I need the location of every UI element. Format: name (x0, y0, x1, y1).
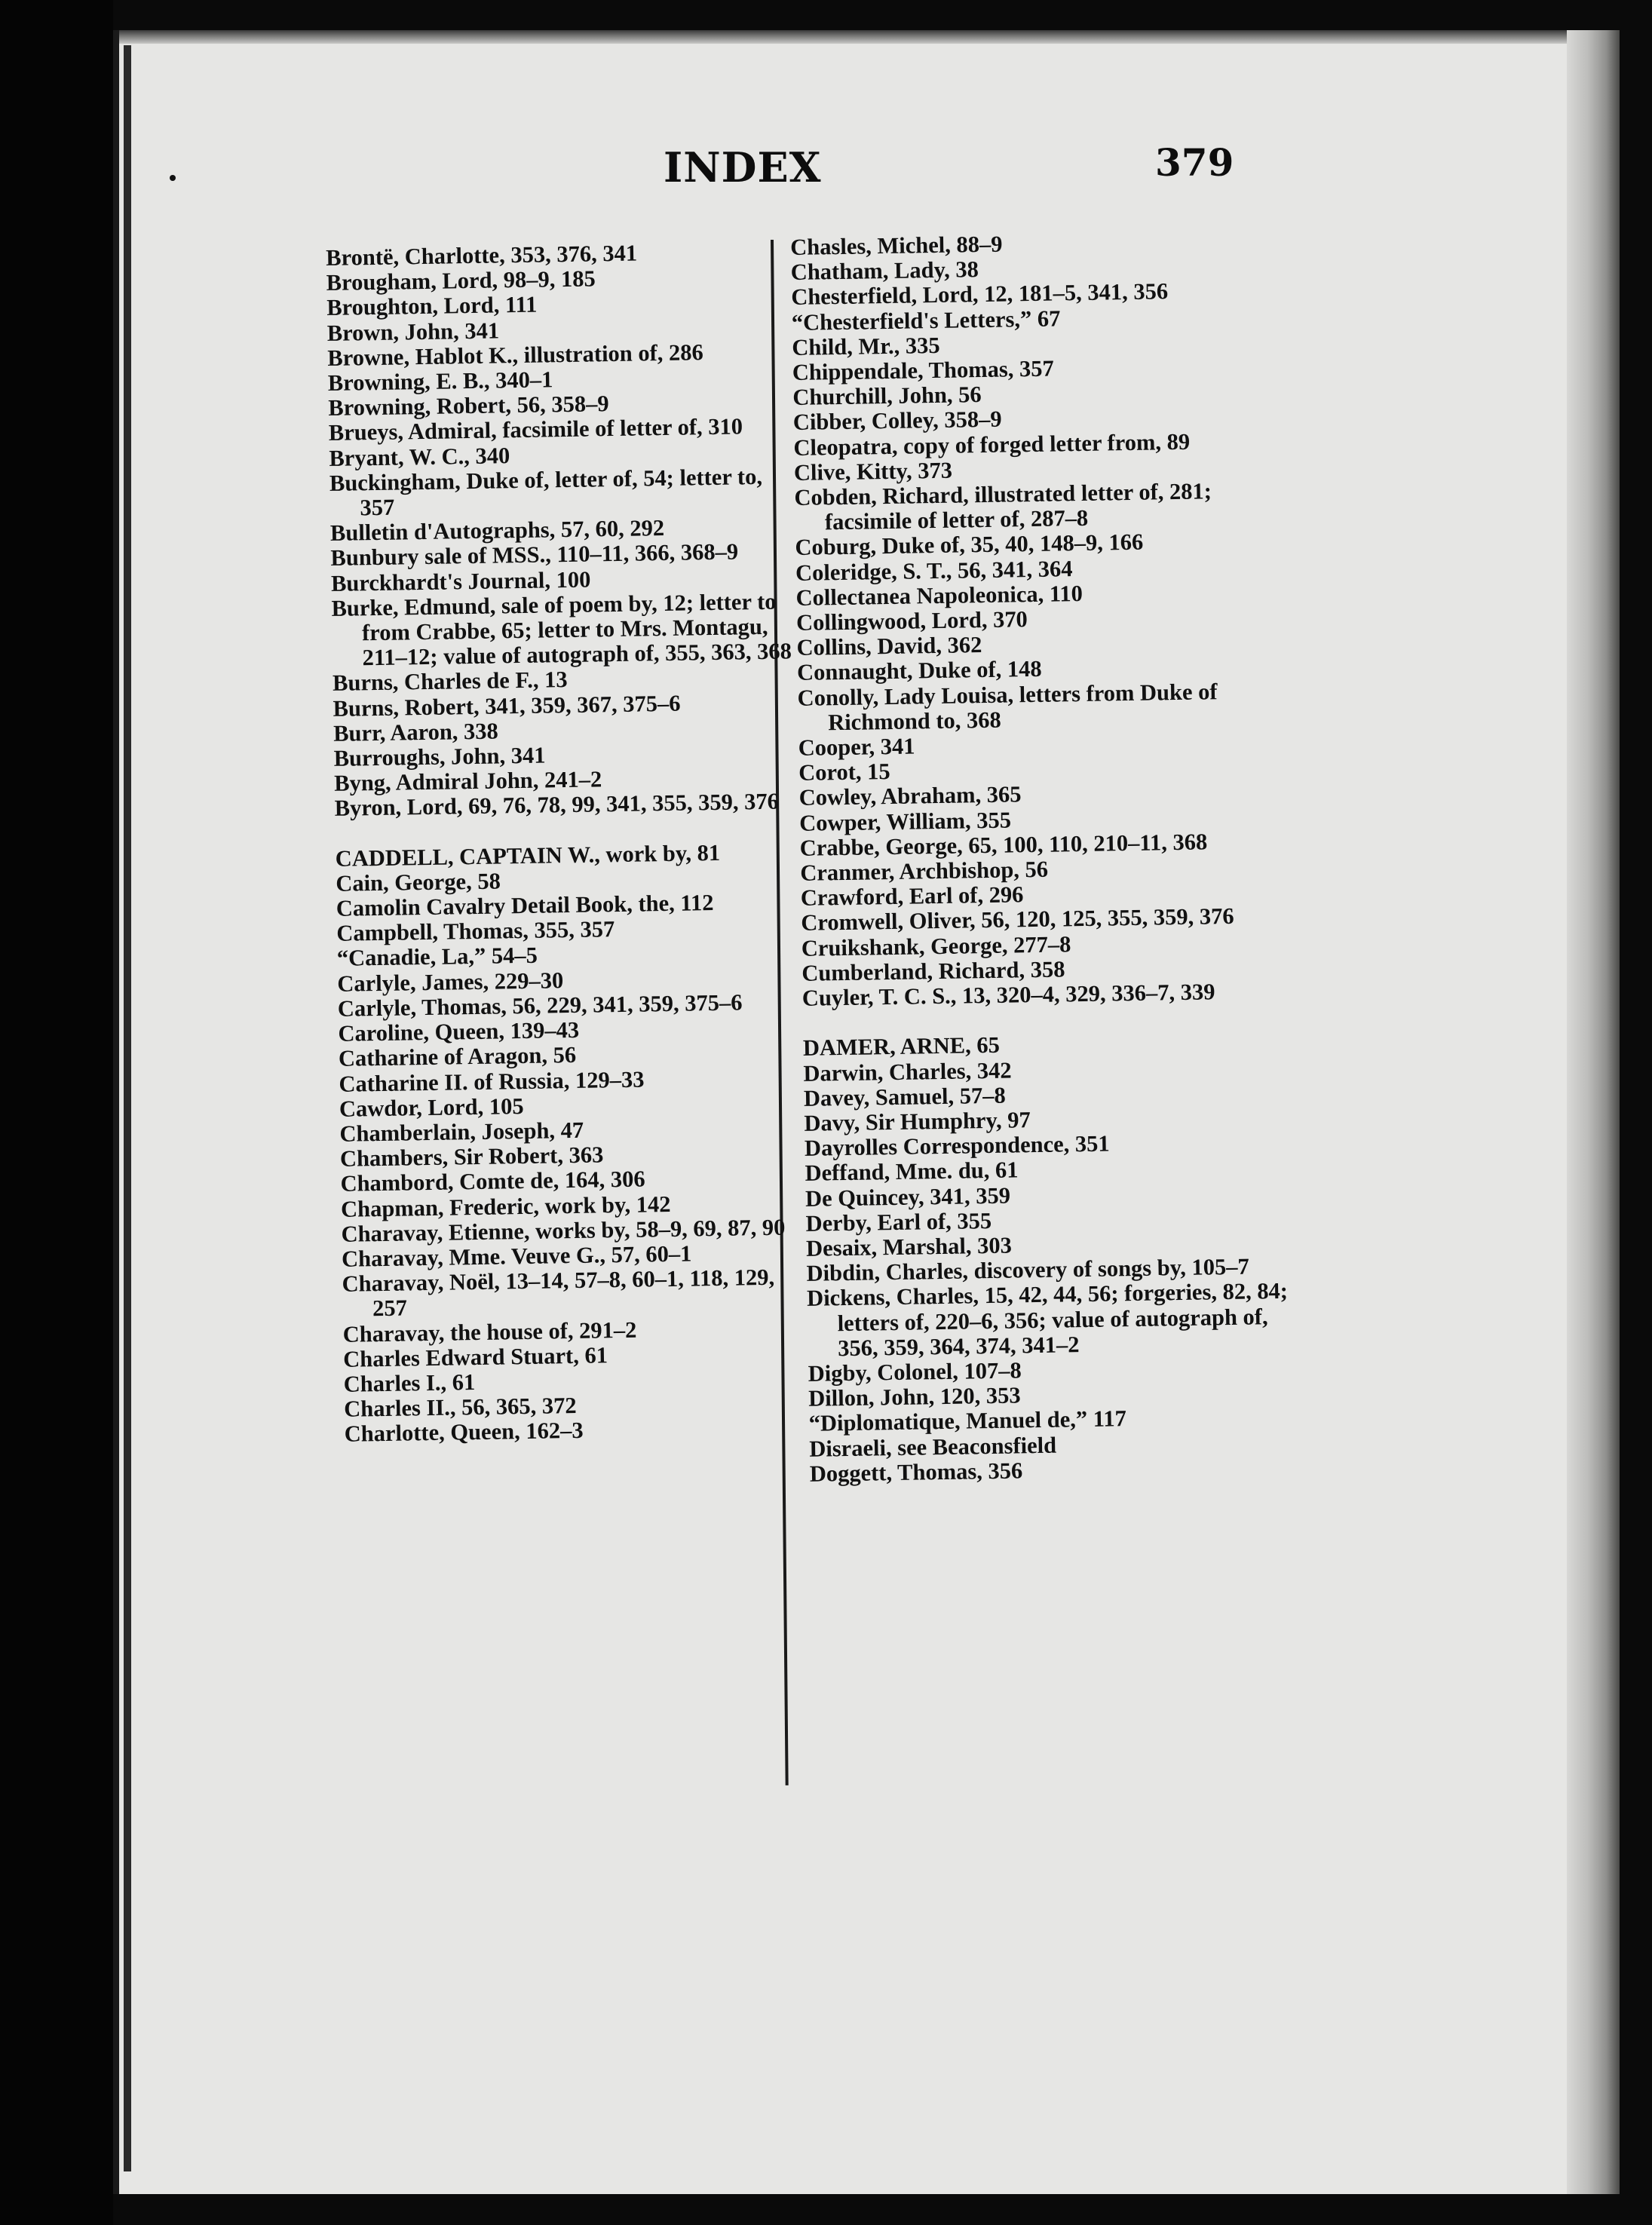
index-entry: Chatham, Lady, 38 (790, 256, 979, 286)
index-entry: DAMER, ARNE, 65 (802, 1032, 1001, 1062)
index-entry: Charavay, the house of, 291–2 (342, 1316, 637, 1347)
index-entry: Browning, Robert, 56, 358–9 (328, 391, 609, 421)
index-entry: Cowley, Abraham, 365 (798, 781, 1022, 811)
index-entry: Connaught, Duke of, 148 (796, 656, 1042, 686)
index-column-right (790, 228, 1292, 1487)
index-entry: “Canadie, La,” 54–5 (336, 942, 538, 972)
index-entry: Darwin, Charles, 342 (803, 1057, 1012, 1086)
index-entry: Cobden, Richard, illustrated letter of, 281; facsimile of letter of, 287–8 (794, 478, 1212, 535)
index-entry: Crawford, Earl of, 296 (800, 881, 1024, 912)
index-entry: Bunbury sale of MSS., 110–11, 366, 368–9 (330, 538, 739, 572)
index-entry: Cleopatra, copy of forged letter from, 89 (793, 428, 1191, 461)
index-entry: Chambord, Comte de, 164, 306 (340, 1166, 645, 1197)
index-entry: Chasles, Michel, 88–9 (789, 231, 1003, 260)
index-entry: Charavay, Noël, 13–14, 57–8, 60–1, 118, 129, 257 (342, 1264, 775, 1322)
index-entry: Davy, Sir Humphry, 97 (804, 1107, 1031, 1136)
index-entry: Collins, David, 362 (796, 632, 982, 661)
index-entry: Dibdin, Charles, discovery of songs by, 105–7 (806, 1253, 1250, 1286)
index-entry: Brown, John, 341 (326, 317, 500, 346)
page-title: INDEX (664, 143, 822, 192)
index-entry: Conolly, Lady Louisa, letters from Duke of Richmond to, 368 (797, 678, 1218, 736)
index-entry: Charles II., 56, 365, 372 (343, 1393, 577, 1422)
page-gutter (124, 45, 131, 2171)
index-entry: Caroline, Queen, 139–43 (338, 1016, 580, 1047)
index-entry: Derby, Earl of, 355 (805, 1207, 992, 1237)
index-entry: Coburg, Duke of, 35, 40, 148–9, 166 (795, 529, 1144, 561)
index-entry: Brontë, Charlotte, 353, 376, 341 (325, 240, 638, 271)
index-entry: Charavay, Mme. Veuve G., 57, 60–1 (341, 1240, 692, 1272)
index-column-left (326, 238, 812, 1447)
scanner-background (0, 0, 113, 2225)
index-entry: Digby, Colonel, 107–8 (808, 1357, 1022, 1387)
index-entry: Broughton, Lord, 111 (326, 292, 538, 321)
index-entry: Burns, Charles de F., 13 (332, 667, 568, 697)
index-entry: Cromwell, Oliver, 56, 120, 125, 355, 359, 376 (801, 903, 1234, 936)
index-entry: “Chesterfield's Letters,” 67 (791, 305, 1061, 336)
page-number: 379 (1155, 140, 1234, 185)
index-entry: Carlyle, James, 229–30 (337, 967, 564, 997)
index-entry: Chippendale, Thomas, 357 (792, 355, 1054, 385)
index-entry: Disraeli, see Beaconsfield (809, 1432, 1057, 1462)
page-top-edge (119, 30, 1620, 44)
index-entry: Coleridge, S. T., 56, 341, 364 (795, 555, 1073, 586)
index-entry: “Diplomatique, Manuel de,” 117 (808, 1405, 1127, 1437)
index-entry: Cuyler, T. C. S., 13, 320–4, 329, 336–7, 339 (801, 979, 1215, 1011)
index-entry: Burns, Robert, 341, 359, 367, 375–6 (333, 690, 681, 722)
index-entry: Doggett, Thomas, 356 (809, 1457, 1023, 1487)
index-entry: Browning, E. B., 340–1 (327, 366, 553, 396)
page-right-edge (1567, 30, 1620, 2194)
index-entry: Buckingham, Duke of, letter of, 54; letter to, 357 (329, 463, 763, 521)
index-entry: Bulletin d'Autographs, 57, 60, 292 (329, 515, 665, 547)
index-entry: Cruikshank, George, 277–8 (801, 930, 1071, 961)
index-entry: Browne, Hablot K., illustration of, 286 (327, 339, 704, 371)
index-entry: Bryant, W. C., 340 (329, 442, 510, 471)
index-entry: Cowper, William, 355 (798, 807, 1012, 836)
index-entry: Brueys, Admiral, facsimile of letter of, 310 (328, 413, 743, 446)
index-entry: Cain, George, 58 (336, 868, 501, 896)
index-entry: Collectanea Napoleonica, 110 (795, 580, 1083, 611)
index-entry: Desaix, Marshal, 303 (805, 1232, 1013, 1261)
index-entry: Camolin Cavalry Detail Book, the, 112 (336, 890, 714, 921)
index-entry: Cranmer, Archbishop, 56 (800, 856, 1049, 886)
index-entry: Charles I., 61 (343, 1369, 476, 1397)
index-entry: Cawdor, Lord, 105 (339, 1093, 524, 1122)
index-entry: Dayrolles Correspondence, 351 (804, 1130, 1110, 1161)
index-entry: Clive, Kitty, 373 (793, 457, 953, 486)
index-entry: Cooper, 341 (798, 733, 915, 761)
index-entry: CADDELL, CAPTAIN W., work by, 81 (335, 839, 721, 872)
index-entry: Dillon, John, 120, 353 (808, 1382, 1021, 1411)
index-entry: Collingwood, Lord, 370 (795, 606, 1028, 636)
index-entry: Charavay, Etienne, works by, 58–9, 69, 87, 90 (341, 1214, 786, 1247)
index-entry: Charlotte, Queen, 162–3 (344, 1417, 584, 1448)
index-entry: Cumberland, Richard, 358 (801, 956, 1065, 986)
index-entry: Crabbe, George, 65, 100, 110, 210–11, 368 (799, 829, 1208, 861)
index-entry: Byng, Admiral John, 241–2 (333, 766, 602, 797)
index-entry: Chamberlain, Joseph, 47 (339, 1117, 584, 1147)
index-entry: Burr, Aaron, 338 (333, 718, 499, 746)
index-entry: Corot, 15 (798, 759, 890, 786)
index-entry: Cibber, Colley, 358–9 (792, 406, 1002, 436)
index-entry: Burckhardt's Journal, 100 (330, 566, 591, 596)
index-entry: De Quincey, 341, 359 (805, 1182, 1011, 1212)
index-entry: Carlyle, Thomas, 56, 229, 341, 359, 375–6 (337, 989, 743, 1022)
index-entry: Catharine of Aragon, 56 (338, 1042, 577, 1072)
index-entry: Campbell, Thomas, 355, 357 (336, 916, 615, 947)
index-entry: Child, Mr., 335 (792, 332, 940, 360)
index-entry: Dickens, Charles, 15, 42, 44, 56; forgeries, 82, 84; letters of, 220–6, 356; value of autograph of, 356, 359, 364, 374, 341–2 (806, 1278, 1289, 1361)
index-entry: Brougham, Lord, 98–9, 185 (326, 265, 596, 296)
index-entry: Davey, Samuel, 57–8 (803, 1082, 1006, 1111)
index-entry: Chesterfield, Lord, 12, 181–5, 341, 356 (791, 278, 1169, 311)
index-entry: Byron, Lord, 69, 76, 78, 99, 341, 355, 359, 376 (334, 789, 780, 822)
index-entry: Chapman, Frederic, work by, 142 (340, 1191, 671, 1222)
index-entry: Deffand, Mme. du, 61 (805, 1157, 1019, 1187)
index-entry: Burke, Edmund, sale of poem by, 12; letter to from Crabbe, 65; letter to Mrs. Montagu, 211–12; value of autograph of, 355, 363, 368 (331, 588, 792, 671)
margin-mark (170, 175, 176, 181)
index-entry: Chambers, Sir Robert, 363 (339, 1142, 604, 1172)
index-entry: Charles Edward Stuart, 61 (342, 1342, 608, 1372)
index-entry: Churchill, John, 56 (792, 382, 982, 411)
index-entry: Catharine II. of Russia, 129–33 (339, 1066, 645, 1097)
index-entry: Burroughs, John, 341 (333, 742, 546, 771)
